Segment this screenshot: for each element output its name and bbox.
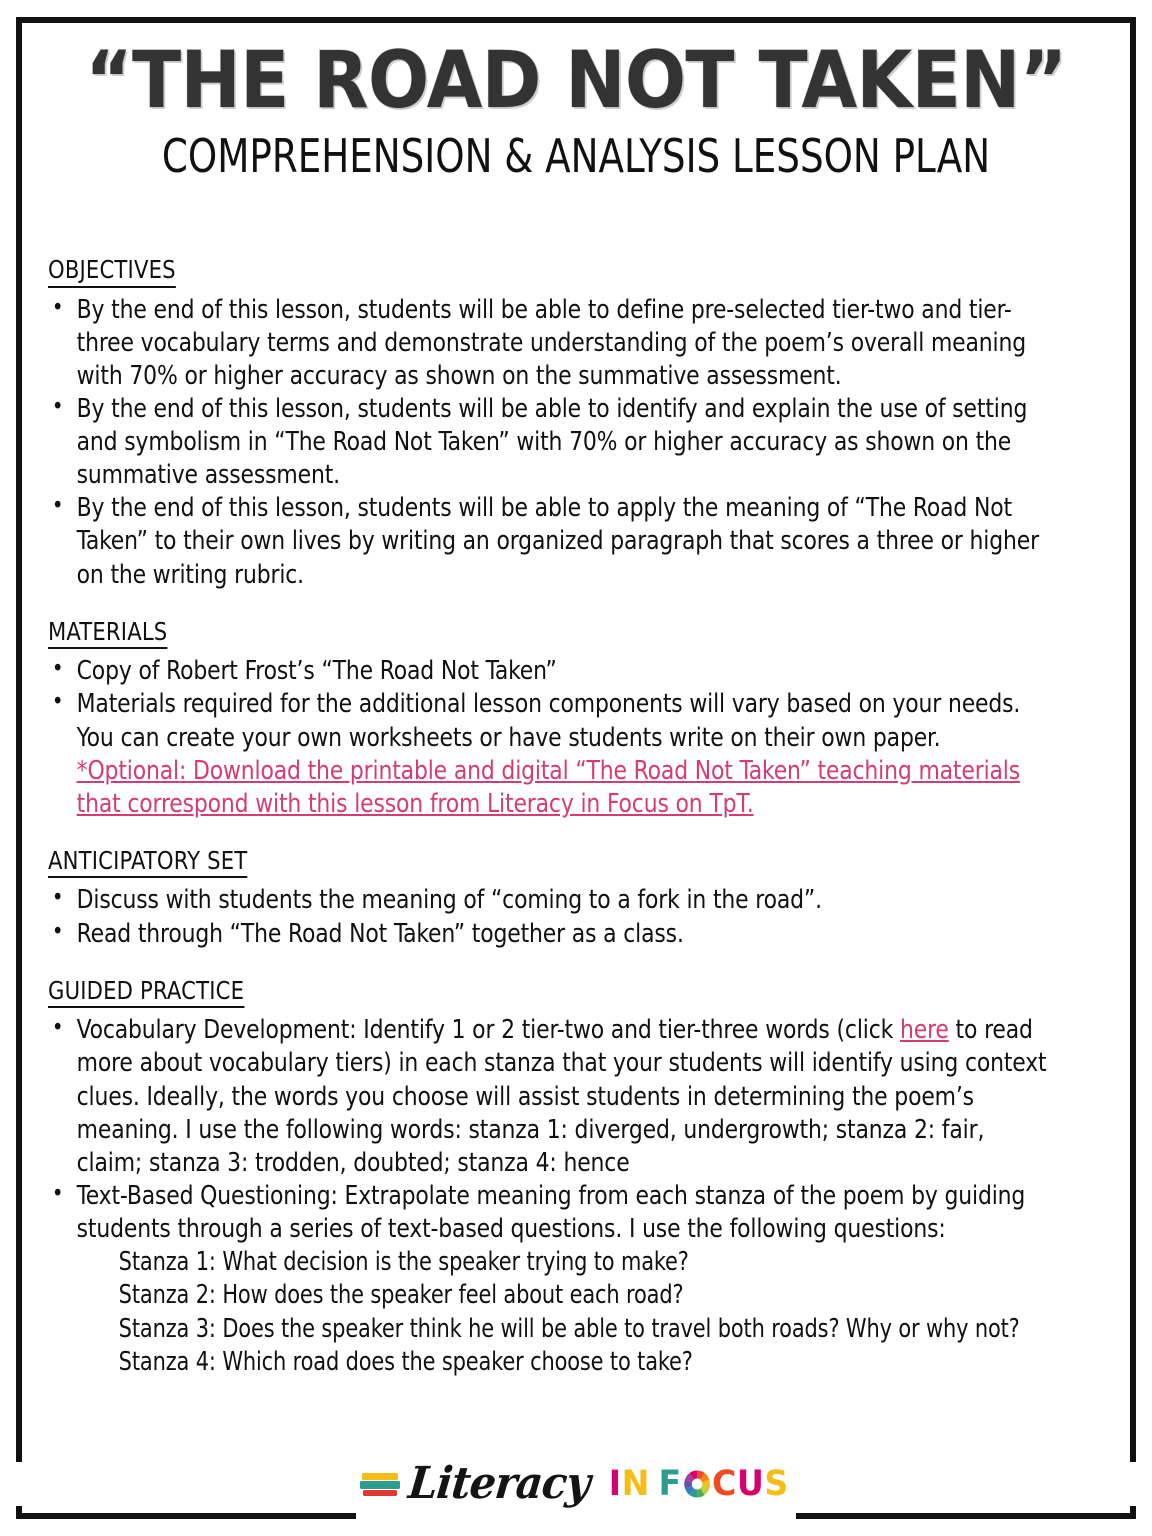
list-item: • Copy of Robert Frost’s “The Road Not Taken”: [48, 655, 1047, 688]
stanza-question: Stanza 3: Does the speaker think he will be able to travel both roads? Why or why not?: [118, 1313, 1020, 1344]
section-anticipatory-set: [48, 847, 1094, 951]
page-title: “THE ROAD NOT TAKEN”: [85, 36, 1067, 126]
section-heading-guided-practice: GUIDED PRACTICE: [48, 977, 244, 1009]
page-frame-left: [16, 17, 22, 1519]
logo-letter-f: F: [658, 1463, 682, 1504]
logo-letter-n: N: [621, 1463, 650, 1504]
logo-letter-i: I: [608, 1463, 622, 1504]
logo-letter-s: S: [764, 1463, 789, 1504]
section-objectives: [48, 256, 1094, 592]
materials-note-text: Materials required for the additional lesson components will vary based on your needs. You can create your own worksheets or have students write on their own paper.: [76, 689, 1021, 753]
tpt-materials-link[interactable]: *Optional: Download the printable and digital “The Road Not Taken” teaching materials that correspond with this lesson from Literacy in Focus on TpT.: [76, 755, 1021, 819]
stacked-books-icon: [359, 1468, 401, 1500]
anticipatory-set-list: [48, 884, 1094, 950]
list-item: • Read through “The Road Not Taken” together as a class.: [48, 918, 1047, 951]
vocab-text-after-link: to read more about vocabulary tiers) in each stanza that your students will identify using context clues. Ideally, the words you choose will assist students in determining the poem’s meaning. I use the following words: stanza 1: diverged, undergrowth; stanza 2: fair, claim; stanza 3: trodden, doubted; stanza 4: hence: [76, 1015, 1047, 1178]
stanza-question: Stanza 1: What decision is the speaker trying to make?: [118, 1247, 689, 1278]
title-block: [0, 0, 1152, 183]
literacy-in-focus-logo: [0, 1458, 1152, 1509]
logo-letter-c: C: [711, 1463, 737, 1504]
list-item: • Discuss with students the meaning of “coming to a fork in the road”.: [48, 884, 1047, 917]
lesson-body: [48, 256, 1094, 1379]
page-subtitle: COMPREHENSION & ANALYSIS LESSON PLAN: [161, 128, 991, 183]
logo-in-focus: [608, 1463, 789, 1504]
guided-practice-list: [48, 1014, 1094, 1379]
section-heading-anticipatory-set: ANTICIPATORY SET: [48, 847, 247, 879]
page-frame-bottom-left: [16, 1513, 356, 1519]
list-item: [48, 688, 1047, 821]
list-item: • By the end of this lesson, students will be able to apply the meaning of “The Road Not Taken” to their own lives by writing an organized paragraph that scores a three or higher on the writing rubric.: [48, 492, 1047, 591]
list-item: • By the end of this lesson, students will be able to identify and explain the use of setting and symbolism in “The Road Not Taken” with 70% or higher accuracy as shown on the summative assessment.: [48, 393, 1047, 492]
camera-aperture-icon: [682, 1469, 711, 1499]
logo-letter-u: U: [736, 1463, 765, 1504]
list-item: [48, 1014, 1047, 1180]
page-frame-right: [1130, 17, 1136, 1519]
vocab-text-before-link: Vocabulary Development: Identify 1 or 2 tier-two and tier-three words (click: [76, 1015, 900, 1046]
section-materials: [48, 618, 1094, 821]
logo-script-word: Literacy: [405, 1458, 592, 1509]
list-item: • By the end of this lesson, students will be able to define pre-selected tier-two and tier-three vocabulary terms and demonstrate understanding of the poem’s overall meaning with 70% or higher accuracy as shown on the summative assessment.: [48, 294, 1047, 393]
text-based-questioning-text: Text-Based Questioning: Extrapolate meaning from each stanza of the poem by guiding students through a series of text-based questions. I use the following questions:: [76, 1180, 1026, 1245]
stanza-questions-list: [118, 1246, 1020, 1379]
section-guided-practice: [48, 977, 1094, 1379]
page-frame-bottom-right: [796, 1513, 1136, 1519]
list-item: [48, 1180, 1047, 1379]
objectives-list: [48, 294, 1094, 592]
materials-list: [48, 655, 1094, 821]
stanza-question: Stanza 2: How does the speaker feel about each road?: [118, 1280, 684, 1311]
stanza-question: Stanza 4: Which road does the speaker choose to take?: [118, 1346, 693, 1377]
section-heading-objectives: OBJECTIVES: [48, 256, 176, 288]
section-heading-materials: MATERIALS: [48, 618, 167, 650]
vocabulary-tiers-link[interactable]: here: [899, 1015, 949, 1046]
